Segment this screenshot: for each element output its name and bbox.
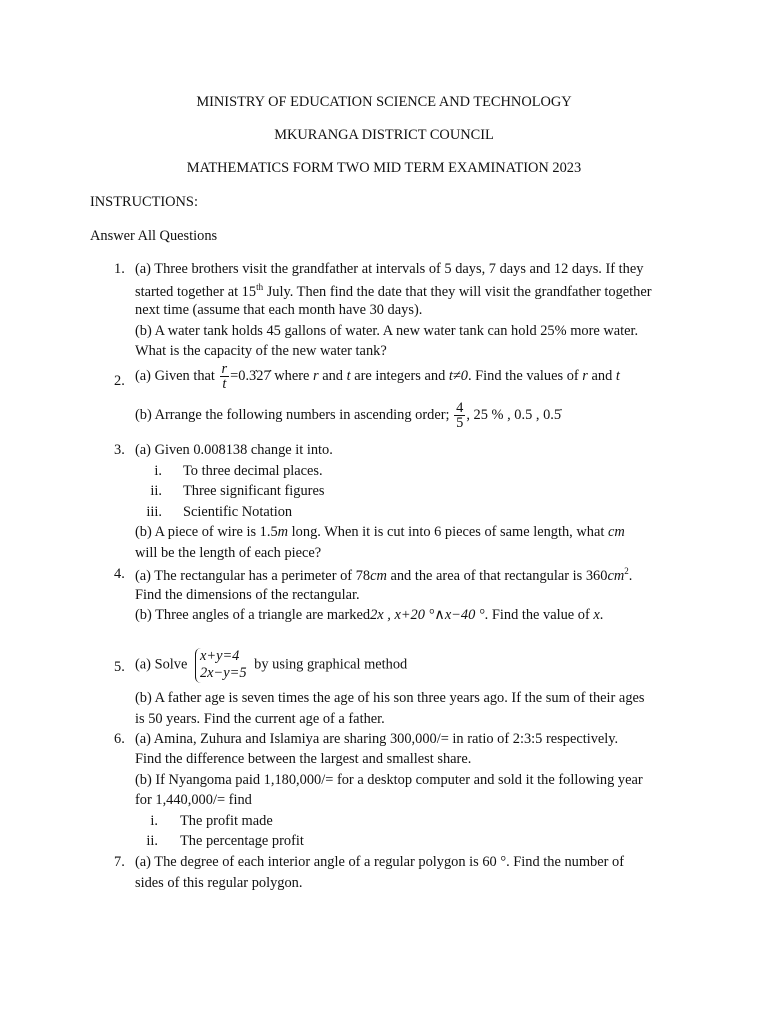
q5-a-line: (a) Solve x+y=4 2x−y=5 by using graphical method [135,648,408,682]
q7-a-line1: (a) The degree of each interior angle of a regular polygon is 60 °. Find the number of [135,854,625,870]
q6-b-line1: (b) If Nyangoma paid 1,180,000/= for a desktop computer and sold it the following year [135,772,643,788]
instructions-label: INSTRUCTIONS: [90,194,198,210]
q1-a-line1: (a) Three brothers visit the grandfather at intervals of 5 days, 7 days and 12 days. If they [135,261,644,277]
q1-b-line2: What is the capacity of the new water tank? [135,343,387,359]
q3-sub-item: Scientific Notation [183,504,293,520]
fraction-four-fifths: $\frac{4}{5}$ [456,400,464,432]
question-number: 6. [114,731,125,747]
q5-b-line2: is 50 years. Find the current age of a father. [135,711,385,727]
q4-a-line1: (a) The rectangular has a perimeter of 78cm and the area of that rectangular is $360cm^2$. [135,566,633,584]
q3-b-line1: (b) A piece of wire is 1.5m long. When it is cut into 6 pieces of same length, what cm [135,524,625,540]
roman-numeral: i. [150,813,158,829]
roman-numeral: ii. [146,833,158,849]
q3-b-line2: will be the length of each piece? [135,545,322,561]
roman-numeral: i. [154,463,162,479]
q3-a-line: (a) Given 0.008138 change it into. [135,442,333,458]
fraction-r-over-t: $\frac{r}{t}$ [221,361,228,393]
question-number: 2. [114,373,125,389]
q2-b-line: (b) Arrange the following numbers in ascending order; $\frac{4}{5}$ , 25 % , 0.5 , 0.5̇ [135,400,562,432]
question-number: 5. [114,659,125,675]
q7-a-line2: sides of this regular polygon. [135,875,303,891]
q6-b-line2: for 1,440,000/= find [135,792,252,808]
q1-a-line2: started together at 15th July. Then find the date that they will visit the grandfather together [135,282,652,300]
question-number: 7. [114,854,125,870]
question-number: 3. [114,442,125,458]
q4-b-line: (b) Three angles of a triangle are marked2x , x+20 °∧x−40 °. Find the value of x. [135,607,604,623]
roman-numeral: iii. [146,504,162,520]
q5-b-line1: (b) A father age is seven times the age of his son three years ago. If the sum of their ages [135,690,645,706]
q6-sub-item: The profit made [180,813,273,829]
exam-title: MATHEMATICS FORM TWO MID TERM EXAMINATION 2023 [186,160,582,176]
q1-b-line1: (b) A water tank holds 45 gallons of water. A new water tank can hold 25% more water. [135,323,639,339]
q3-sub-item: Three significant figures [183,483,325,499]
ministry-heading: MINISTRY OF EDUCATION SCIENCE AND TECHNOLOGY [196,94,572,110]
q1-a-line3: next time (assume that each month have 30 days). [135,302,423,318]
q6-sub-item: The percentage profit [180,833,304,849]
q6-a-line1: (a) Amina, Zuhura and Islamiya are sharing 300,000/= in ratio of 2:3:5 respectively. [135,731,619,747]
equation-system: x+y=4 2x−y=5 [195,648,247,683]
question-number: 1. [114,261,125,277]
q2-a-line: (a) Given that $\frac{r}{t}$ =0.3̇27̇ where r and t are integers and t≠0. Find the values of r and t [135,361,620,393]
instructions-text: Answer All Questions [90,228,218,244]
roman-numeral: ii. [150,483,162,499]
q6-a-line2: Find the difference between the largest and smallest share. [135,751,472,767]
q3-sub-item: To three decimal places. [183,463,323,479]
q4-a-line2: Find the dimensions of the rectangular. [135,587,360,603]
question-number: 4. [114,566,125,582]
council-heading: MKURANGA DISTRICT COUNCIL [274,127,494,143]
